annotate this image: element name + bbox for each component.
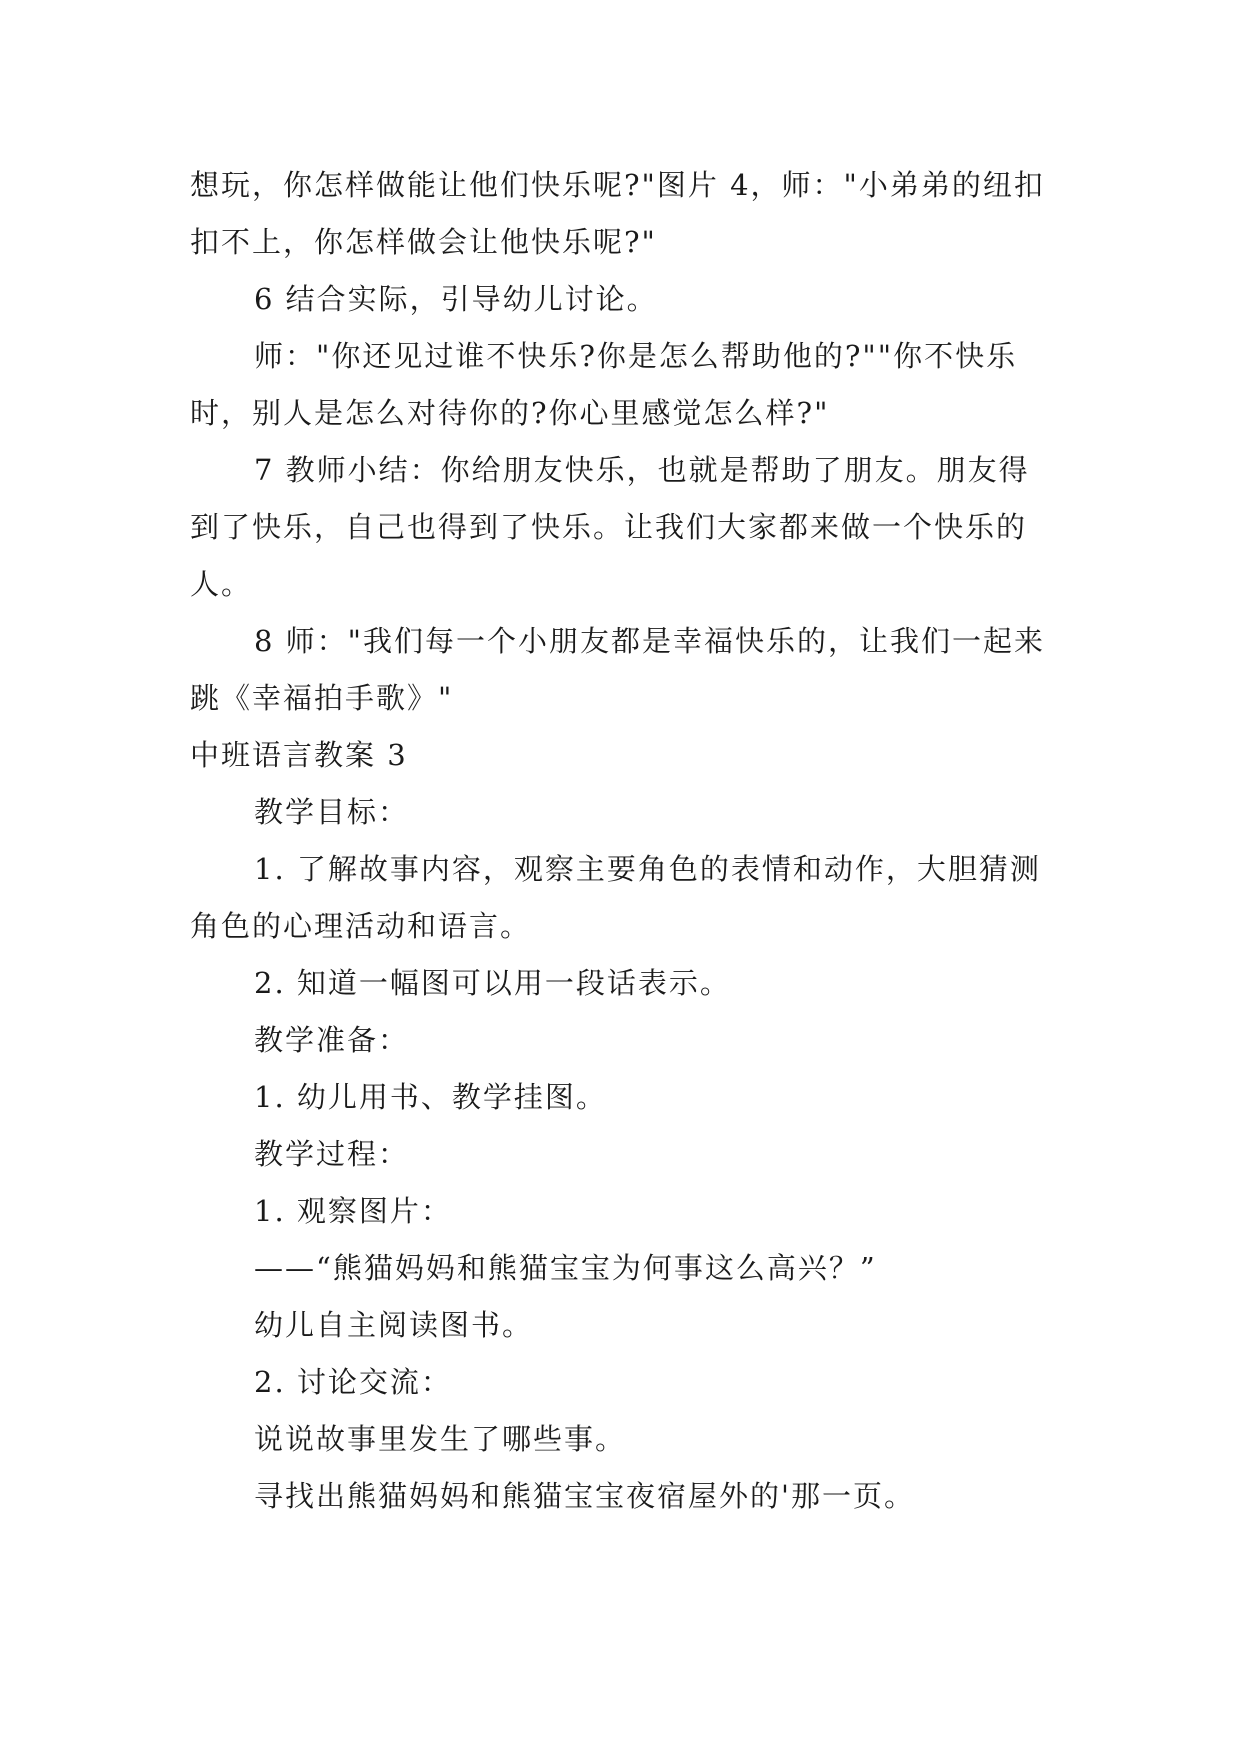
paragraph-teacher-question: 师："你还见过谁不快乐?你是怎么帮助他的?""你不快乐时，别人是怎么对待你的?你心里感觉怎么样?" — [190, 339, 1018, 430]
label-teaching-process: 教学过程： — [254, 1137, 410, 1171]
paragraph-step-6: 6 结合实际，引导幼儿讨论。 — [254, 282, 658, 316]
paragraph-step-8: 8 师："我们每一个小朋友都是幸福快乐的，让我们一起来跳《幸福拍手歌》" — [190, 624, 1046, 715]
label-teaching-goals: 教学目标： — [254, 795, 410, 829]
paragraph-continued: 想玩，你怎样做能让他们快乐呢?"图片 4，师："小弟弟的纽扣扣不上，你怎样做会让他快乐呢?" — [190, 168, 1045, 259]
label-teaching-preparation: 教学准备： — [254, 1023, 410, 1057]
preparation-item-1: 1. 幼儿用书、教学挂图。 — [254, 1080, 607, 1114]
section-title: 中班语言教案 3 — [190, 738, 408, 772]
document-body — [190, 157, 1058, 1525]
process-discussion-1: 说说故事里发生了哪些事。 — [254, 1422, 627, 1456]
paragraph-step-7-summary: 7 教师小结：你给朋友快乐，也就是帮助了朋友。朋友得到了快乐，自己也得到了快乐。让我们大家都来做一个快乐的人。 — [190, 453, 1030, 601]
process-discussion-2: 寻找出熊猫妈妈和熊猫宝宝夜宿屋外的'那一页。 — [254, 1479, 915, 1513]
process-question: ——“熊猫妈妈和熊猫宝宝为何事这么高兴？” — [254, 1251, 877, 1285]
process-step-1: 1. 观察图片： — [254, 1194, 452, 1228]
process-reading: 幼儿自主阅读图书。 — [254, 1308, 534, 1342]
goal-item-1: 1. 了解故事内容，观察主要角色的表情和动作，大胆猜测角色的心理活动和语言。 — [190, 852, 1041, 943]
goal-item-2: 2. 知道一幅图可以用一段话表示。 — [254, 966, 731, 1000]
process-step-2: 2. 讨论交流： — [254, 1365, 452, 1399]
